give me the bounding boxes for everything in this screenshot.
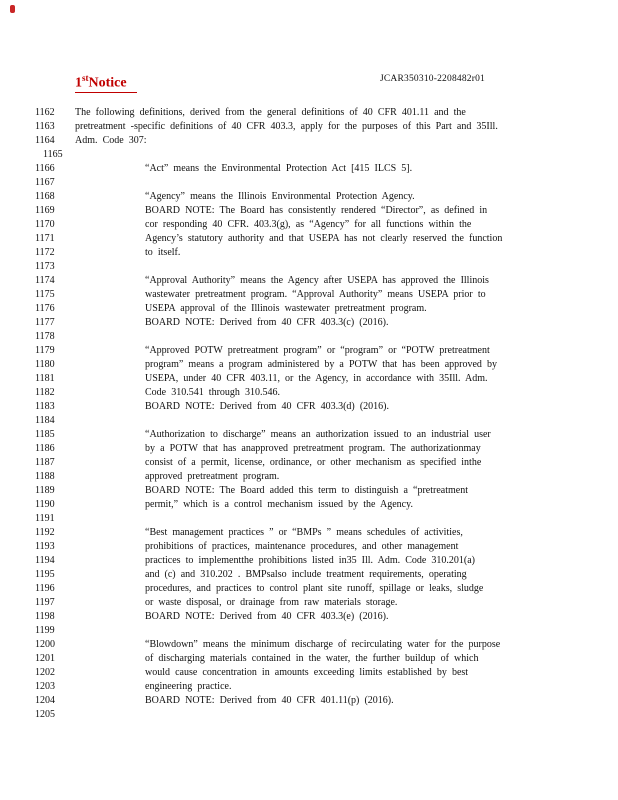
line-text: BOARD NOTE: Derived from 40 CFR 403.3(d) (2016).	[145, 401, 390, 412]
line-number: 1169	[35, 205, 55, 216]
line-text: pretreatment -specific definitions of 40 CFR 403.3, apply for the purposes of this Part and 35Ill.	[75, 121, 498, 132]
notice-prefix: 1	[75, 75, 82, 91]
line-number: 1195	[35, 569, 55, 580]
line-text: BOARD NOTE: Derived from 40 CFR 403.3(c) (2016).	[145, 317, 389, 328]
document-line	[0, 624, 618, 638]
line-text: engineering practice.	[145, 681, 232, 692]
line-text: procedures, and practices to control plant site runoff, spillage or leaks, sludge	[145, 583, 484, 594]
document-line	[0, 274, 618, 288]
document-line	[0, 512, 618, 526]
line-number: 1163	[35, 121, 55, 132]
line-number: 1182	[35, 387, 55, 398]
document-line	[0, 526, 618, 540]
line-number: 1201	[35, 653, 55, 664]
document-line	[0, 708, 618, 722]
document-line	[0, 442, 618, 456]
line-number: 1184	[35, 415, 55, 426]
document-line	[0, 652, 618, 666]
document-line	[0, 386, 618, 400]
document-line	[0, 666, 618, 680]
document-line	[0, 694, 618, 708]
document-line	[0, 176, 618, 190]
document-line	[0, 358, 618, 372]
line-text: by a POTW that has anapproved pretreatment program. The authorizationmay	[145, 443, 481, 454]
line-text: BOARD NOTE: The Board has consistently rendered “Director”, as defined in	[145, 205, 488, 216]
line-number: 1183	[35, 401, 55, 412]
line-number: 1205	[35, 709, 55, 720]
line-number: 1202	[35, 667, 55, 678]
line-number: 1166	[35, 163, 55, 174]
document-line	[0, 428, 618, 442]
line-text: Agency’s statutory authority and that USEPA has not clearly reserved the function	[145, 233, 503, 244]
line-text: “Approval Authority” means the Agency after USEPA has approved the Illinois	[145, 275, 489, 286]
line-number: 1175	[35, 289, 55, 300]
document-line	[0, 484, 618, 498]
document-line	[0, 582, 618, 596]
line-text: Code 310.541 through 310.546.	[145, 387, 281, 398]
line-text: to itself.	[145, 247, 181, 258]
line-number: 1185	[35, 429, 55, 440]
line-number: 1176	[35, 303, 55, 314]
line-text: Adm. Code 307:	[75, 135, 147, 146]
line-text: program” means a program administered by a POTW that has been approved by	[145, 359, 498, 370]
line-text: “Authorization to discharge” means an authorization issued to an industrial user	[145, 429, 491, 440]
document-line	[0, 498, 618, 512]
line-number: 1168	[35, 191, 55, 202]
line-number: 1187	[35, 457, 55, 468]
line-number: 1189	[35, 485, 55, 496]
document-line	[0, 246, 618, 260]
document-line	[0, 610, 618, 624]
line-text: BOARD NOTE: Derived from 40 CFR 403.3(e) (2016).	[145, 611, 389, 622]
document-line	[0, 638, 618, 652]
document-line	[0, 344, 618, 358]
line-number: 1180	[35, 359, 55, 370]
line-text: approved pretreatment program.	[145, 471, 280, 482]
document-line	[0, 372, 618, 386]
line-number: 1194	[35, 555, 55, 566]
line-text: USEPA approval of the Illinois wastewater pretreatment program.	[145, 303, 427, 314]
line-number: 1173	[35, 261, 55, 272]
document-line	[0, 400, 618, 414]
document-line	[0, 190, 618, 204]
document-line	[0, 568, 618, 582]
line-text: “Blowdown” means the minimum discharge of recirculating water for the purpose	[145, 639, 501, 650]
line-number: 1198	[35, 611, 55, 622]
document-line	[0, 554, 618, 568]
document-line	[0, 316, 618, 330]
document-line	[0, 456, 618, 470]
document-line	[0, 218, 618, 232]
line-text: “Approved POTW pretreatment program” or “program” or “POTW pretreatment	[145, 345, 490, 356]
line-text: or waste disposal, or drainage from raw materials storage.	[145, 597, 398, 608]
line-text: practices to implementthe prohibitions listed in35 Ill. Adm. Code 310.201(a)	[145, 555, 476, 566]
notice-label: Notice	[88, 75, 127, 91]
line-number: 1164	[35, 135, 55, 146]
line-number: 1167	[35, 177, 55, 188]
line-text: and (c) and 310.202 . BMPsalso include treatment requirements, operating	[145, 569, 467, 580]
line-number: 1170	[35, 219, 55, 230]
line-text: prohibitions of practices, maintenance procedures, and other management	[145, 541, 459, 552]
line-text: BOARD NOTE: Derived from 40 CFR 401.11(p) (2016).	[145, 695, 394, 706]
line-number: 1179	[35, 345, 55, 356]
line-text: consist of a permit, license, ordinance, or other mechanism as specified inthe	[145, 457, 482, 468]
scan-artifact-mark	[10, 5, 15, 13]
line-number: 1192	[35, 527, 55, 538]
first-notice-title	[75, 70, 137, 93]
line-text: of discharging materials contained in the water, the further buildup of which	[145, 653, 479, 664]
line-number: 1190	[35, 499, 55, 510]
line-number: 1197	[35, 597, 55, 608]
document-line	[0, 470, 618, 484]
document-line	[0, 204, 618, 218]
line-text: USEPA, under 40 CFR 403.11, or the Agency, in accordance with 35Ill. Adm.	[145, 373, 488, 384]
line-number: 1178	[35, 331, 55, 342]
document-line	[0, 414, 618, 428]
line-number: 1171	[35, 233, 55, 244]
document-line	[0, 162, 618, 176]
document-line	[0, 596, 618, 610]
line-number: 1177	[35, 317, 55, 328]
line-number: 1188	[35, 471, 55, 482]
line-number: 1162	[35, 107, 55, 118]
document-line	[0, 148, 618, 162]
line-number: 1203	[35, 681, 55, 692]
line-number: 1200	[35, 639, 55, 650]
line-text: “Act” means the Environmental Protection Act [415 ILCS 5].	[145, 163, 413, 174]
notice-ordinal-suffix: st	[82, 73, 89, 83]
line-number: 1196	[35, 583, 55, 594]
document-line	[0, 232, 618, 246]
line-number: 1199	[35, 625, 55, 636]
line-number: 1174	[35, 275, 55, 286]
line-text: wastewater pretreatment program. “Approval Authority” means USEPA prior to	[145, 289, 486, 300]
document-line	[0, 288, 618, 302]
line-number: 1186	[35, 443, 55, 454]
line-text: “Best management practices ” or “BMPs ” means schedules of activities,	[145, 527, 463, 538]
document-line	[0, 330, 618, 344]
document-line	[0, 540, 618, 554]
line-text: “Agency” means the Illinois Environmental Protection Agency.	[145, 191, 415, 202]
line-number: 1191	[35, 513, 55, 524]
line-text: would cause concentration in amounts exceeding limits established by best	[145, 667, 469, 678]
line-text: permit,” which is a control mechanism issued by the Agency.	[145, 499, 413, 510]
jcar-document-number: JCAR350310-2208482r01	[380, 74, 486, 84]
document-lines	[0, 106, 618, 722]
document-header	[0, 70, 618, 94]
line-number: 1193	[35, 541, 55, 552]
document-line	[0, 680, 618, 694]
line-text: BOARD NOTE: The Board added this term to distinguish a “pretreatment	[145, 485, 468, 496]
document-line	[0, 120, 618, 134]
document-line	[0, 302, 618, 316]
document-line	[0, 260, 618, 274]
document-line	[0, 134, 618, 148]
line-number: 1181	[35, 373, 55, 384]
line-number: 1165	[43, 149, 63, 160]
line-text: cor responding 40 CFR. 403.3(g), as “Agency” for all functions within the	[145, 219, 472, 230]
line-text: The following definitions, derived from the general definitions of 40 CFR 401.11 and the	[75, 107, 466, 118]
line-number: 1204	[35, 695, 55, 706]
document-line	[0, 106, 618, 120]
line-number: 1172	[35, 247, 55, 258]
